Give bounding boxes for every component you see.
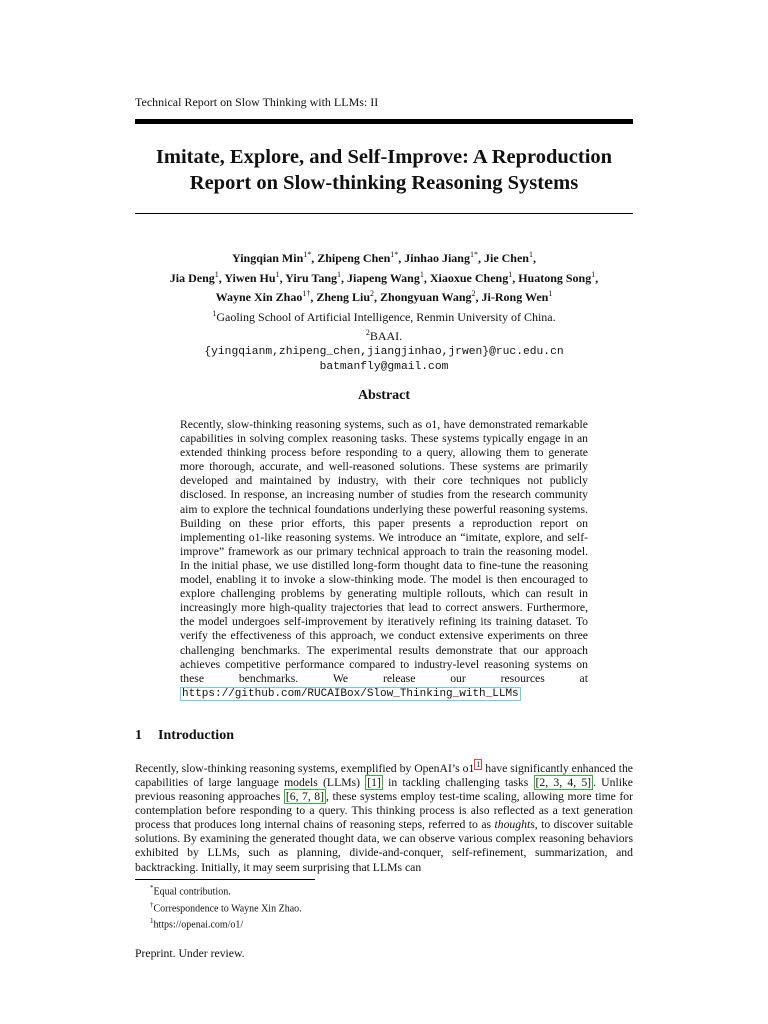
author-affil-mark: 1† <box>302 289 311 298</box>
author-email-2: batmanfly@gmail.com <box>319 361 449 373</box>
author-name: Ji-Rong Wen <box>481 290 549 304</box>
author-affil-mark: 1 <box>419 269 424 279</box>
section-heading-introduction <box>135 728 234 744</box>
footnote-rule <box>135 879 315 880</box>
author-affil-mark: 1* <box>303 250 312 259</box>
abstract-text: Recently, slow-thinking reasoning systems, such as o1, have demonstrated remarkable capabilities in solving complex reasoning tasks. These systems typically engage in an extended thinking process before responding to a query, allowing them to generate more thorough, accurate, and well-reasoned solutions. These systems are primarily developed and maintained by industry, with their core techniques not publicly disclosed. In response, an increasing number of studies from the research community aim to explore the technical foundations underlying these powerful reasoning systems. Building on these prior efforts, this paper presents a reproduction report on implementing o1-like reasoning systems. We introduce an “imitate, explore, and self-improve” framework as our primary technical approach to train the reasoning model. In the initial phase, we use distilled long-form thought data to fine-tune the reasoning model, enabling it to invoke a slow-thinking mode. The model is then encouraged to explore challenging problems by generating multiple rollouts, which can result in increasingly more high-quality trajectories that lead to correct answers. Furthermore, the model undergoes self-improvement by iteratively refining its training dataset. To verify the effectiveness of this approach, we conduct extensive experiments on three challenging benchmarks. The experimental results demonstrate that our approach achieves competitive performance compared to industry-level reasoning systems on these benchmarks. We release our resources at <box>180 418 588 685</box>
title-rule <box>135 213 633 214</box>
footnote-correspondence: †Correspondence to Wayne Xin Zhao. <box>150 900 302 914</box>
author-affil-mark: 1 <box>275 269 280 279</box>
citation-link[interactable]: [2, 3, 4, 5] <box>535 775 592 789</box>
author-name: Yiwen Hu <box>224 270 276 285</box>
citation-link[interactable]: [6, 7, 8] <box>285 790 325 804</box>
affiliation-2: $^2$BAAI. <box>365 328 403 343</box>
citation-link[interactable]: [1] <box>367 775 381 789</box>
author-affil-mark: 1 <box>548 289 553 298</box>
footnote-url: $^1$https://openai.com/o1/ <box>150 917 244 931</box>
footnote-ref[interactable]: 1 <box>476 760 481 769</box>
author-name: Jinhao Jiang <box>404 251 470 265</box>
author-name: Zheng Liu <box>316 290 371 304</box>
author-name: Huatong Song <box>518 270 592 285</box>
section-title: Introduction <box>158 728 234 743</box>
header-rule <box>135 119 633 124</box>
author-name: Yingqian Min <box>232 251 304 265</box>
author-affil-mark: 1* <box>390 250 399 259</box>
author-name: Jie Chen <box>483 251 529 265</box>
author-affil-mark: 1 <box>508 269 513 279</box>
author-name: Zhipeng Chen <box>317 251 391 265</box>
footnote-equal-contribution: *Equal contribution. <box>150 884 231 898</box>
abstract-body <box>180 418 588 701</box>
running-head: Technical Report on Slow Thinking with LLMs: II <box>135 95 379 109</box>
author-name: Zhongyuan Wang <box>380 290 472 304</box>
preprint-notice: Preprint. Under review. <box>135 947 245 960</box>
author-affil-mark: 2 <box>471 289 476 298</box>
author-affil-mark: 1 <box>528 250 533 259</box>
title-line-1: Imitate, Explore, and Self-Improve: A Reproduction <box>155 146 613 168</box>
author-name: Xiaoxue Cheng <box>429 270 509 285</box>
abstract-heading: Abstract <box>357 388 411 403</box>
author-affil-mark: 1 <box>214 269 219 279</box>
title-line-2: Report on Slow-thinking Reasoning Systems <box>189 172 579 194</box>
author-name: Yiru Tang <box>285 270 338 285</box>
paper-title <box>135 144 633 196</box>
author-name: Jiapeng Wang <box>347 270 420 285</box>
author-name: Jia Deng <box>169 270 215 285</box>
section-number: 1 <box>135 728 142 743</box>
author-affil-mark: 1 <box>337 269 342 279</box>
footnotes <box>150 882 302 932</box>
author-names: Yingqian Min$^{1*}$, Zhipeng Chen$^{1*}$, Jinhao Jiang$^{1*}$, Jie Chen$^1$, Jia Deng$^1$, Yiwen Hu$^1$, Yiru Tang$^1$, Jiapeng Wang$^1$, Xiaoxue Cheng$^1$, Huatong Song$^1$, Wayne Xin Zhao$^{1\dagger}$, Zheng Liu$^2$, Zhongyuan Wang$^2$, Ji-Rong Wen$^1$ <box>169 250 599 304</box>
author-block <box>135 247 633 376</box>
intro-paragraph: Recently, slow-thinking reasoning systems, exemplified by OpenAI’s o1 $^1$ have significantly enhanced the capabilities of large language models (LLMs) [1] in tackling challenging tasks [2, 3, 4, 5] . Unlike previous reasoning approaches [6, 7, 8] , these systems employ test-time scaling, allowing more time for contemplation before responding to a query. This thinking process is also reflected as a text generation process that produces long internal chains of reasoning steps, referred to as thoughts, to discover suitable solutions. By examining the generated thought data, we can observe various complex reasoning behaviors exhibited by LLMs, such as planning, divide-and-conquer, self-refinement, summarization, and backtracking. Initially, it may seem surprising that LLMs can <box>135 760 633 874</box>
author-affil-mark: 1* <box>469 250 478 259</box>
author-emails: {yingqianm,zhipeng_chen,jiangjinhao,jrwen}@ruc.edu.cn <box>204 345 564 358</box>
affiliation-1: $^1$Gaoling School of Artificial Intelligence, Renmin University of China. <box>212 308 556 324</box>
repo-link[interactable]: https://github.com/RUCAIBox/Slow_Thinking_with_LLMs <box>182 687 519 700</box>
author-affil-mark: 1 <box>591 269 596 279</box>
emphasis-thoughts: thoughts <box>494 818 535 832</box>
author-name: Wayne Xin Zhao <box>215 290 303 304</box>
author-affil-mark: 2 <box>370 289 375 298</box>
